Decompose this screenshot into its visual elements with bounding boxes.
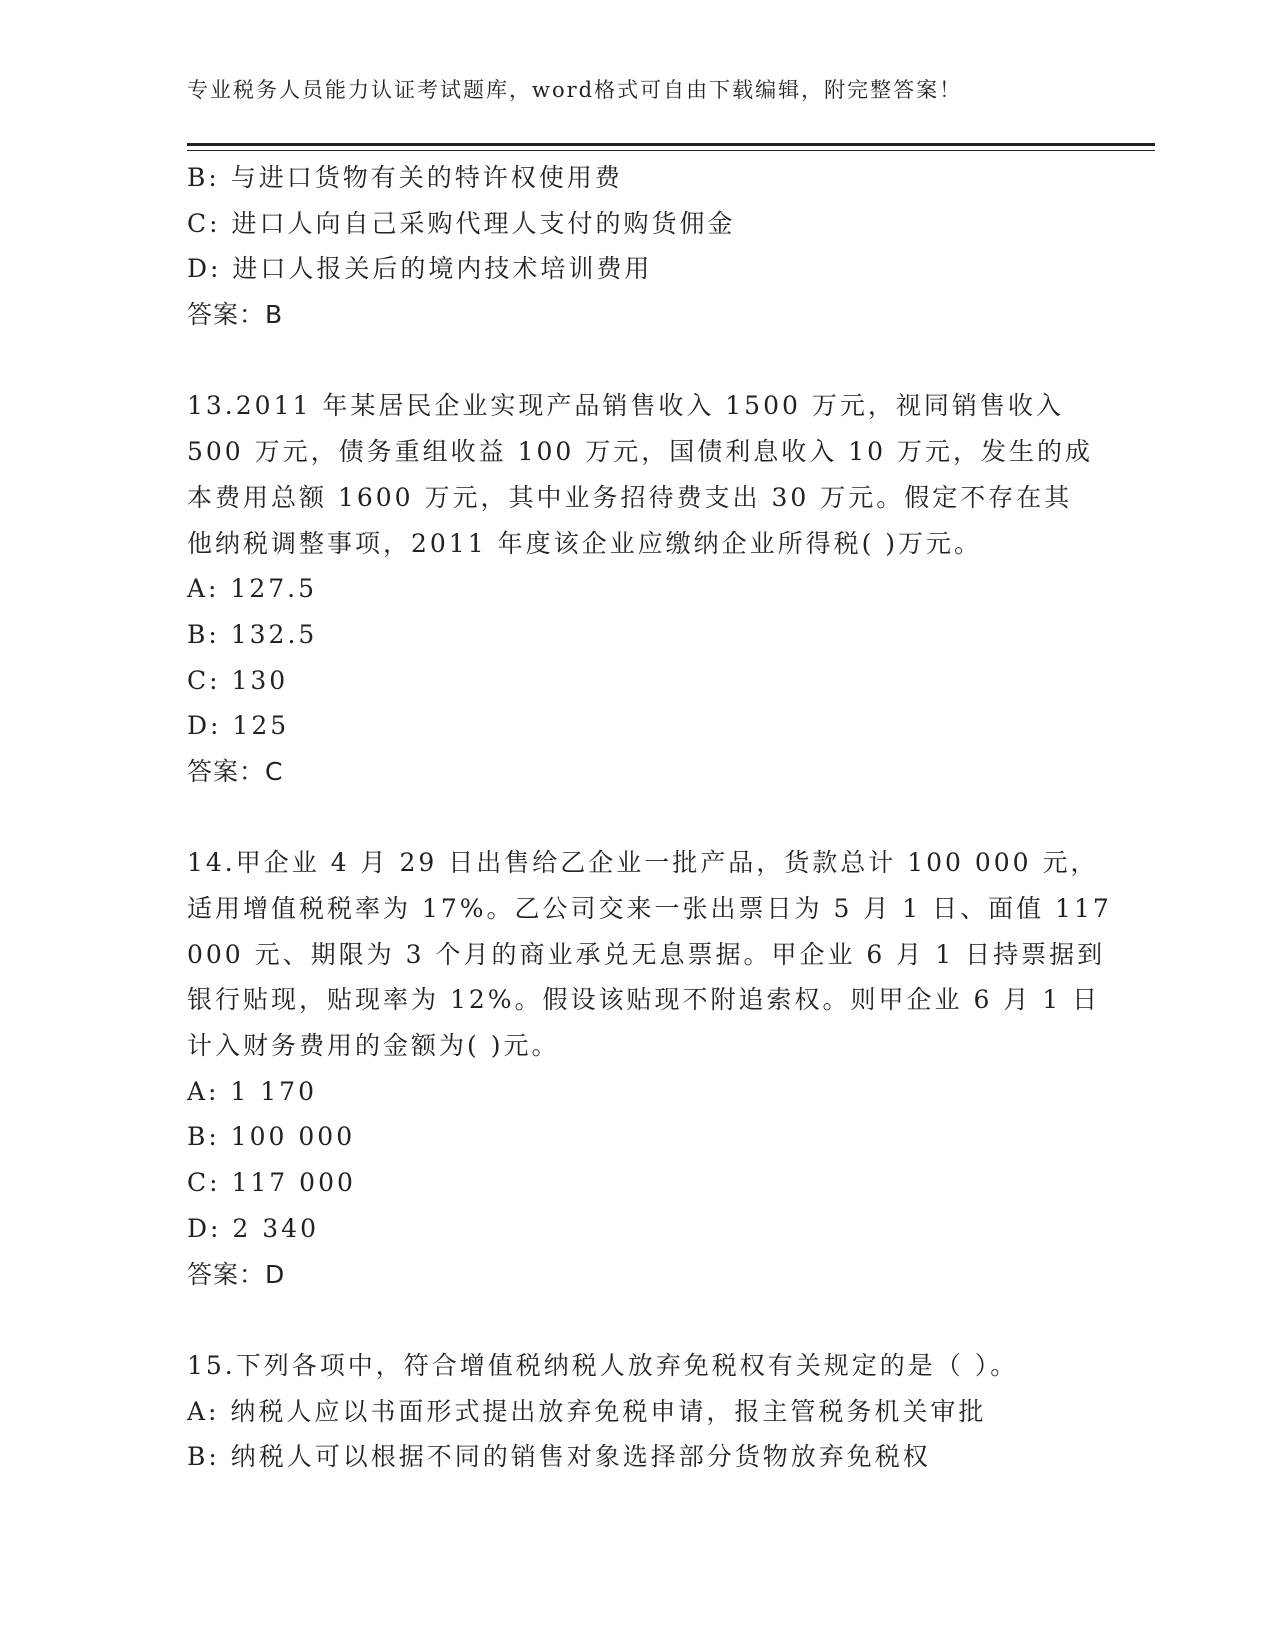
question-14-answer: 答案：D xyxy=(187,1259,286,1289)
question-text-line: 适用增值税税率为 17%。乙公司交来一张出票日为 5 月 1 日、面值 117 xyxy=(187,894,1112,923)
option-d: D: 2 340 xyxy=(187,1213,319,1243)
question-13-answer: 答案：C xyxy=(187,756,284,786)
option-a: A: 1 170 xyxy=(187,1076,317,1106)
option-b: B: 与进口货物有关的特许权使用费 xyxy=(187,163,623,192)
spacer xyxy=(187,338,1087,384)
option-c: C: 130 xyxy=(187,665,289,695)
question-12-options xyxy=(187,155,1087,292)
question-text-line: 500 万元，债务重组收益 100 万元，国债利息收入 10 万元，发生的成 xyxy=(187,437,1093,467)
question-14-stem xyxy=(187,840,1112,1068)
option-c: C: 117 000 xyxy=(187,1168,356,1198)
header-rule-thin xyxy=(187,150,1155,151)
question-text-line: 银行贴现，贴现率为 12%。假设该贴现不附追索权。则甲企业 6 月 1 日 xyxy=(187,985,1101,1015)
question-13-stem xyxy=(187,383,1093,566)
page-header: 专业税务人员能力认证考试题库，word格式可自由下载编辑，附完整答案！ xyxy=(187,78,963,102)
option-d: D: 进口人报关后的境内技术培训费用 xyxy=(187,254,653,284)
question-15-stem xyxy=(187,1343,1087,1389)
question-content xyxy=(187,155,1112,1480)
spacer xyxy=(187,795,1087,841)
option-b: B: 纳税人可以根据不同的销售对象选择部分货物放弃免税权 xyxy=(187,1442,931,1472)
spacer xyxy=(187,1297,1087,1343)
question-13-options xyxy=(187,566,1087,749)
question-text-line: 14.甲企业 4 月 29 日出售给乙企业一批产品，货款总计 100 000 元， xyxy=(187,848,1099,878)
question-15-options xyxy=(187,1389,1087,1480)
option-c: C: 进口人向自己采购代理人支付的购货佣金 xyxy=(187,208,736,238)
option-d: D: 125 xyxy=(187,711,290,741)
option-a: A: 127.5 xyxy=(187,574,317,604)
question-14-options xyxy=(187,1069,1087,1252)
header-rule-thick xyxy=(187,143,1155,146)
question-text-line: 他纳税调整事项，2011 年度该企业应缴纳企业所得税( )万元。 xyxy=(187,528,983,558)
option-b: B: 132.5 xyxy=(187,619,318,649)
question-text-line: 本费用总额 1600 万元，其中业务招待费支出 30 万元。假定不存在其 xyxy=(187,482,1073,512)
question-text-line: 计入财务费用的金额为( )元。 xyxy=(187,1031,560,1061)
question-text-line: 15.下列各项中，符合增值税纳税人放弃免税权有关规定的是（ ）。 xyxy=(187,1350,1019,1380)
option-b: B: 100 000 xyxy=(187,1122,356,1152)
question-text-line: 13.2011 年某居民企业实现产品销售收入 1500 万元，视同销售收入 xyxy=(187,391,1064,421)
question-text-line: 000 元、期限为 3 个月的商业承兑无息票据。甲企业 6 月 1 日持票据到 xyxy=(187,939,1106,969)
option-a: A: 纳税人应以书面形式提出放弃免税申请，报主管税务机关审批 xyxy=(187,1396,987,1426)
question-12-answer: 答案：B xyxy=(187,300,284,330)
